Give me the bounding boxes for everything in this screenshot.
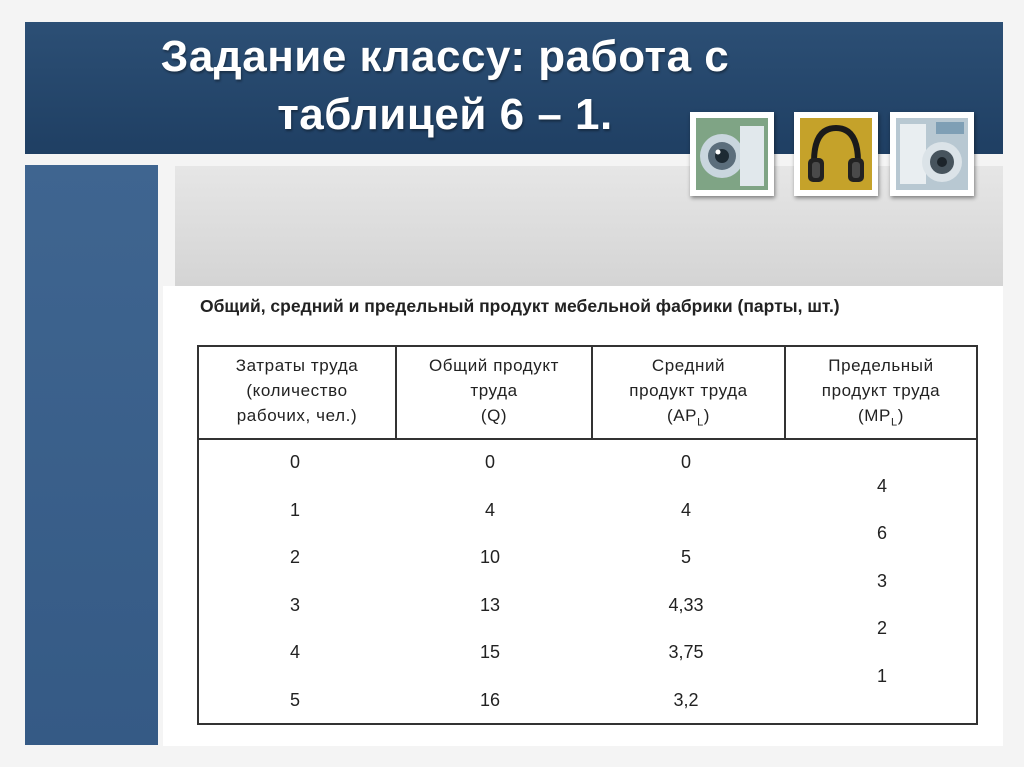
cell-labor: 1 [289,499,301,520]
cell-marginal-product: 2 [876,618,888,639]
speaker-icon [896,118,968,190]
cell-average-product: 4 [680,499,692,520]
headphones-icon [800,118,872,190]
cell-marginal-product: 4 [876,475,888,496]
header-total-product: Общий продукт труда (Q) [395,347,591,438]
cell-labor: 0 [289,452,301,472]
cell-total-product: 16 [479,689,501,710]
table-caption: Общий, средний и предельный продукт мебельной фабрики (парты, шт.) [200,296,840,316]
side-panel [25,165,158,745]
cell-labor: 2 [289,547,301,567]
cell-total-product: 4 [484,499,496,520]
thumbnail-headphones [794,112,878,196]
thumbnail-camera [690,112,774,196]
gray-band [175,166,1003,286]
cell-average-product: 3,2 [673,689,699,710]
cell-average-product: 5 [680,547,692,567]
header-labor: Затраты труда (количество рабочих, чел.) [235,356,359,425]
table-body [199,438,976,723]
cell-average-product: 3,75 [668,642,704,662]
slide-title-line-2: таблицей 6 – 1. [277,90,613,139]
cell-labor: 3 [289,594,301,615]
cell-average-product: 0 [680,452,692,472]
cell-labor: 5 [289,689,301,710]
slide-title-line-1: Задание классу: работа с [160,32,730,81]
cell-total-product: 15 [479,642,501,662]
table-header [199,347,976,440]
cell-marginal-product: 6 [876,523,888,544]
cell-total-product: 10 [479,547,501,567]
thumbnail-speaker [890,112,974,196]
cell-labor: 4 [289,642,301,662]
cell-marginal-product: 1 [876,665,888,686]
camera-lens-icon [696,118,768,190]
cell-total-product: 0 [484,452,496,472]
header-marginal-product: Предельный продукт труда $(MP_L)$ [784,347,976,438]
product-table [197,345,978,725]
cell-marginal-product: 3 [876,570,888,591]
header-average-product: Средний продукт труда $(AP_L)$ [591,347,784,438]
cell-total-product: 13 [479,594,501,615]
cell-average-product: 4,33 [668,594,704,615]
